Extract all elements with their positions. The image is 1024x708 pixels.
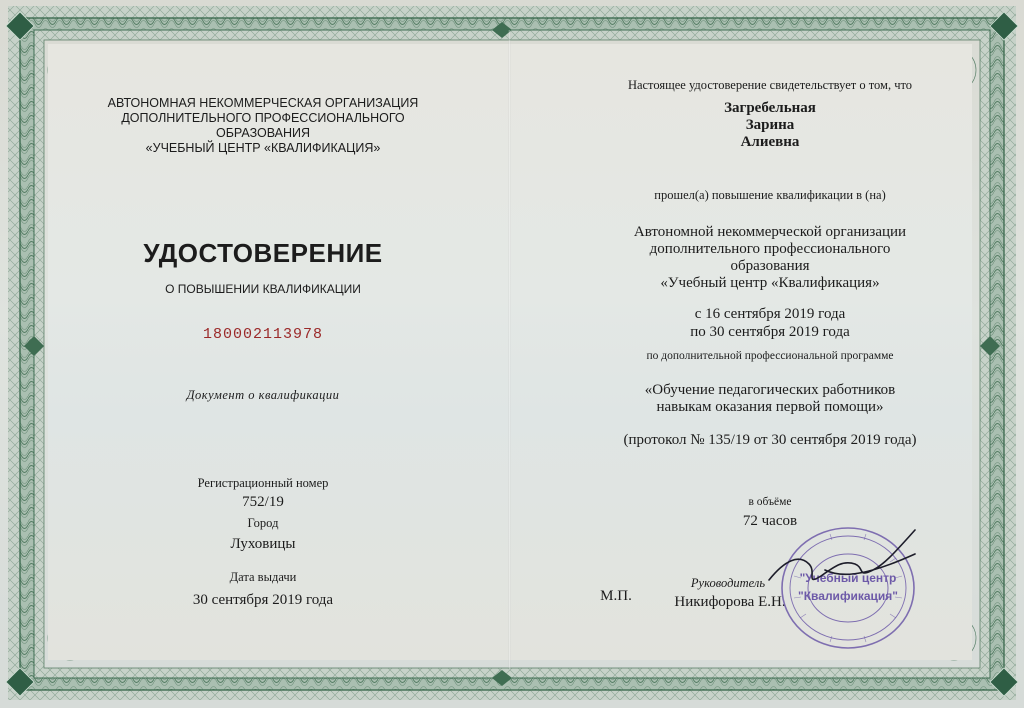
certificate-title: УДОСТОВЕРЕНИЕ — [143, 238, 383, 268]
recipient-name: Зарина — [745, 117, 795, 133]
volume-label: в объёме — [748, 496, 792, 508]
issue-date-value: 30 сентября 2019 года — [192, 592, 334, 608]
left-org-line: «УЧЕБНЫЙ ЦЕНТР «КВАЛИФИКАЦИЯ» — [145, 141, 381, 155]
training-start-date: с 16 сентября 2019 года — [694, 306, 846, 322]
right-org-line: Автономной некоммерческой организации — [633, 224, 907, 240]
program-title-line: навыкам оказания первой помощи» — [656, 399, 884, 415]
issue-date-label: Дата выдачи — [229, 570, 297, 584]
left-org-line: ОБРАЗОВАНИЯ — [215, 126, 311, 140]
left-org-line: АВТОНОМНАЯ НЕКОММЕРЧЕСКАЯ ОРГАНИЗАЦИЯ — [107, 96, 419, 110]
city-label: Город — [247, 516, 279, 530]
right-org-line: дополнительного профессионального — [649, 241, 891, 257]
center-fold — [508, 30, 511, 670]
left-organization-name — [78, 96, 448, 156]
stamp-text-line: "Квалификация" — [798, 589, 898, 603]
recipient-patronymic: Алиевна — [740, 134, 800, 150]
training-end-date: по 30 сентября 2019 года — [690, 324, 850, 340]
registration-number-value: 752/19 — [242, 494, 284, 510]
certificate-subtitle: О ПОВЫШЕНИИ КВАЛИФИКАЦИИ — [165, 282, 361, 296]
stamp-text-line: "Учебный центр — [799, 571, 897, 585]
program-title-line: «Обучение педагогических работников — [644, 382, 896, 398]
head-label: Руководитель — [690, 576, 766, 590]
document-kind: Документ о квалификации — [186, 388, 340, 402]
serial-number: 180002113978 — [202, 326, 324, 343]
passed-text: прошел(а) повышение квалификации в (на) — [654, 188, 886, 202]
protocol-reference: (протокол № 135/19 от 30 сентября 2019 года) — [623, 432, 917, 448]
intro-text: Настоящее удостоверение свидетельствует о том, что — [627, 78, 913, 92]
seal-place-mark: М.П. — [600, 588, 632, 604]
right-org-line: образования — [730, 258, 810, 274]
head-name: Никифорова Е.Н. — [674, 594, 786, 610]
registration-number-label: Регистрационный номер — [197, 476, 329, 490]
right-org-line: «Учебный центр «Квалификация» — [660, 275, 880, 291]
volume-value: 72 часов — [742, 513, 798, 529]
signature-scribble — [765, 520, 925, 600]
recipient-surname: Загребельная — [724, 100, 816, 116]
left-org-line: ДОПОЛНИТЕЛЬНОГО ПРОФЕССИОНАЛЬНОГО — [121, 111, 405, 125]
city-value: Луховицы — [230, 536, 296, 552]
program-label: по дополнительной профессиональной программе — [646, 350, 894, 362]
